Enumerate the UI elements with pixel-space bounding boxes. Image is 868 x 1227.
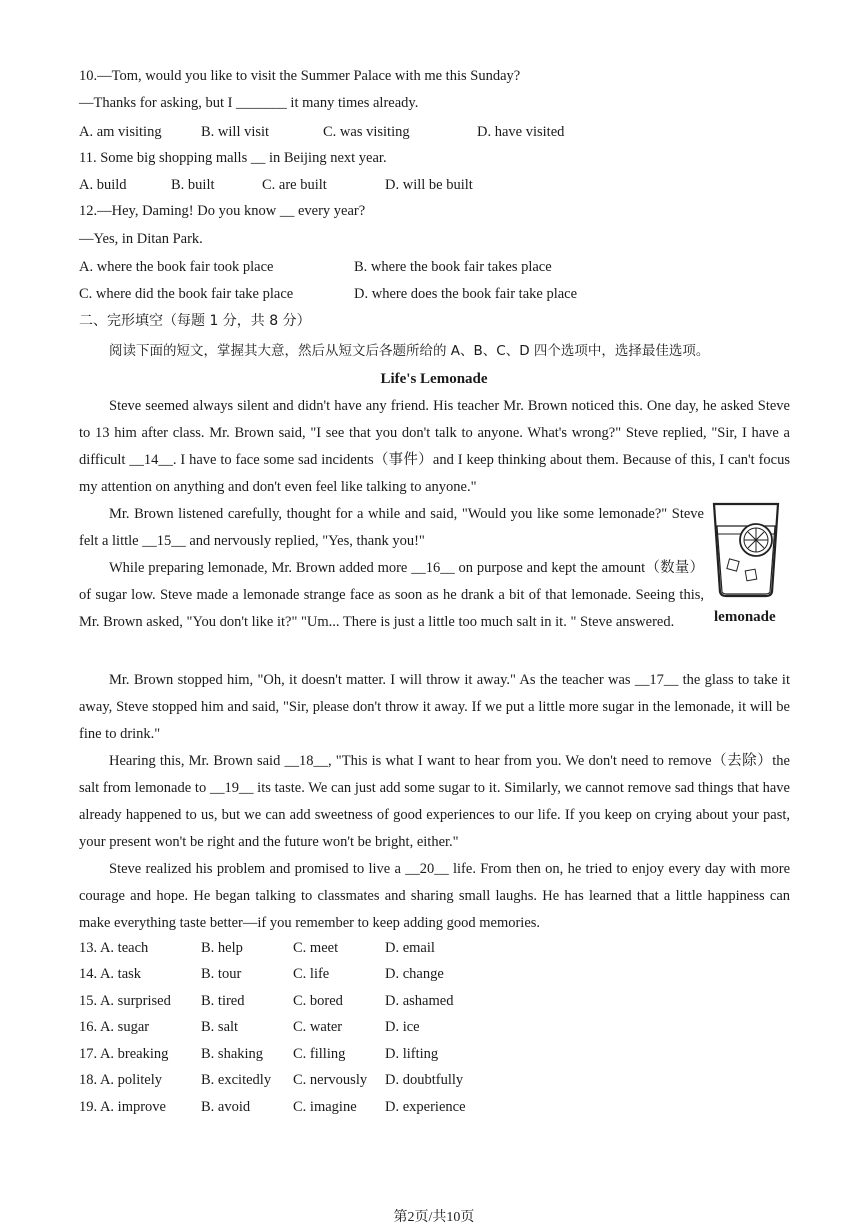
choice-18-a: 18. A. politely — [79, 1072, 162, 1088]
choice-14-a: 14. A. task — [79, 966, 142, 982]
q10-option-d: D. have visited — [477, 124, 565, 140]
choice-16-a: 16. A. sugar — [79, 1019, 150, 1035]
choice-16-c: C. water — [293, 1019, 343, 1035]
passage-paragraph-2: Mr. Brown listened carefully, thought for a while and said, "Would you like some lemonade?" Steve felt a little __15__ and nervously replied, "Yes, thank you!" — [79, 506, 704, 549]
choice-18-c: C. nervously — [293, 1072, 368, 1088]
passage-title: Life's Lemonade — [380, 371, 488, 387]
q11-option-b: B. built — [171, 177, 215, 193]
passage-paragraph-3: While preparing lemonade, Mr. Brown added more __16__ on purpose and kept the amount（数量）of sugar low. Steve made a lemonade strange face as soon as he drank a bit of that lemonade. Seeing this, Mr. Brown asked, "You don't like it?" "Um... There is just a little too much salt in it. " Steve answered. — [79, 560, 704, 630]
question-10-reply: —Thanks for asking, but I _______ it many times already. — [79, 95, 419, 111]
choice-13-a: 13. A. teach — [79, 940, 149, 956]
choice-17-d: D. lifting — [385, 1046, 439, 1062]
section-heading: 二、完形填空（每题 1 分，共 8 分） — [79, 313, 311, 329]
q12-option-d: D. where does the book fair take place — [354, 286, 578, 302]
choice-19-d: D. experience — [385, 1099, 466, 1115]
passage-paragraph-1: Steve seemed always silent and didn't have any friend. His teacher Mr. Brown noticed this. One day, he asked Steve to 13 him after class. Mr. Brown said, "I see that you don't talk to anyone. What's wrong?" Steve replied, "Sir, I have a difficult __14__. I have to face some sad incidents（事件）and I keep thinking about them. Because of this, I can't focus my attention on anything and don't even feel like talking to anyone." — [79, 398, 790, 495]
q11-option-c: C. are built — [262, 177, 327, 193]
choice-13-d: D. email — [385, 940, 435, 956]
q11-option-a: A. build — [79, 177, 127, 193]
choice-13-b: B. help — [201, 940, 243, 956]
choice-15-b: B. tired — [201, 993, 245, 1009]
choice-17-c: C. filling — [293, 1046, 346, 1062]
choice-18-d: D. doubtfully — [385, 1072, 464, 1088]
passage-paragraph-4: Mr. Brown stopped him, "Oh, it doesn't matter. I will throw it away." As the teacher was __17__ the glass to take it away, Steve stopped him and said, "Sir, please don't throw it away. If we put a little more sugar in the lemonade, it will be fine to drink." — [79, 672, 790, 742]
q12-option-a: A. where the book fair took place — [79, 259, 274, 275]
question-11-stem: 11. Some big shopping malls __ in Beijing next year. — [79, 150, 387, 166]
choice-14-b: B. tour — [201, 966, 242, 982]
q12-option-b: B. where the book fair takes place — [354, 259, 552, 275]
passage-paragraph-6: Steve realized his problem and promised to live a __20__ life. From then on, he tried to enjoy every day with more courage and hope. He began talking to classmates and sharing small laughs. He has learned that a little happiness can make everything taste better—if you remember to keep adding good memories. — [79, 861, 790, 931]
question-12-stem: 12.—Hey, Daming! Do you know __ every year? — [79, 203, 366, 219]
q10-option-c: C. was visiting — [323, 124, 410, 140]
choice-15-a: 15. A. surprised — [79, 993, 171, 1009]
choice-16-b: B. salt — [201, 1019, 239, 1035]
choice-16-d: D. ice — [385, 1019, 420, 1035]
choice-19-c: C. imagine — [293, 1099, 357, 1115]
choice-15-d: D. ashamed — [385, 993, 454, 1009]
section-instruction: 阅读下面的短文，掌握其大意，然后从短文后各题所给的 A、B、C、D 四个选项中，选择最佳选项。 — [109, 343, 710, 359]
passage-paragraph-5: Hearing this, Mr. Brown said __18__, "This is what I want to hear from you. We don't need to remove（去除）the salt from lemonade to __19__ its taste. We can just add some sugar to it. Similarly, we cannot remove sad things that have already happened to us, but we can add sweetness of good experiences to our life. If you keep on crying about your past, your present won't be right and the future won't be bright, either." — [79, 753, 790, 850]
choice-18-b: B. excitedly — [201, 1072, 272, 1088]
lemonade-glass-illustration — [706, 500, 786, 605]
lemonade-caption: lemonade — [714, 609, 776, 625]
page-footer: 第2页/共10页 — [393, 1210, 475, 1225]
choice-19-a: 19. A. improve — [79, 1099, 166, 1115]
choice-19-b: B. avoid — [201, 1099, 251, 1115]
q11-option-d: D. will be built — [385, 177, 473, 193]
choice-15-c: C. bored — [293, 993, 343, 1009]
choice-17-b: B. shaking — [201, 1046, 264, 1062]
choice-14-d: D. change — [385, 966, 444, 982]
q12-option-c: C. where did the book fair take place — [79, 286, 294, 302]
question-12-reply: —Yes, in Ditan Park. — [79, 231, 203, 247]
choice-17-a: 17. A. breaking — [79, 1046, 169, 1062]
question-10-stem: 10.—Tom, would you like to visit the Summer Palace with me this Sunday? — [79, 68, 521, 84]
q10-option-a: A. am visiting — [79, 124, 162, 140]
choice-14-c: C. life — [293, 966, 330, 982]
q10-option-b: B. will visit — [201, 124, 270, 140]
choice-13-c: C. meet — [293, 940, 339, 956]
